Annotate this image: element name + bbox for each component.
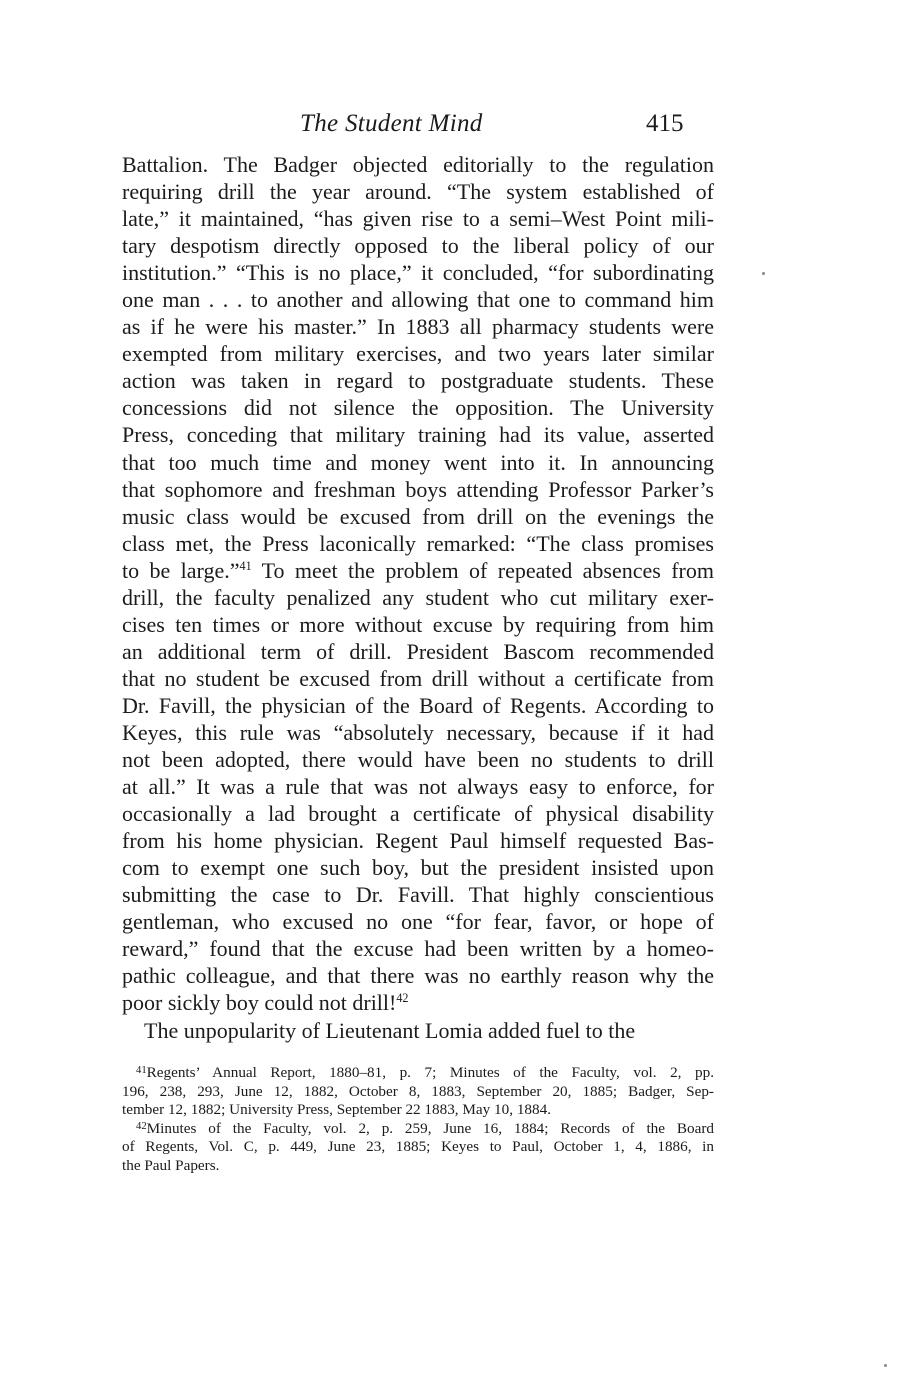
body-line-text: To meet the problem of repeated absences from bbox=[251, 557, 714, 583]
body-line: that too much time and money went into it. In announcing bbox=[122, 449, 714, 475]
body-line: that no student be excused from drill without a certificate from bbox=[122, 665, 714, 691]
margin-speck bbox=[884, 1364, 887, 1367]
body-line: at all.” It was a rule that was not always easy to enforce, for bbox=[122, 774, 714, 800]
body-line: action was taken in regard to postgraduate students. These bbox=[122, 368, 714, 394]
footnote-text: the Paul Papers. bbox=[122, 1156, 220, 1174]
body-line: drill, the faculty penalized any student who cut military exer- bbox=[122, 584, 714, 610]
body-line: tary despotism directly opposed to the liberal policy of our bbox=[122, 233, 714, 259]
footnote-number: 42 bbox=[136, 1120, 147, 1132]
footnote-number: 41 bbox=[136, 1064, 147, 1076]
footnote-line bbox=[122, 1120, 714, 1139]
margin-speck bbox=[762, 272, 765, 275]
body-line: late,” it maintained, “has given rise to a semi–West Point mili- bbox=[122, 206, 714, 232]
footnote-line bbox=[122, 1064, 714, 1083]
body-line: reward,” found that the excuse had been written by a homeo- bbox=[122, 936, 714, 962]
body-line: one man . . . to another and allowing that one to command him bbox=[122, 287, 714, 313]
body-line: from his home physician. Regent Paul himself requested Bas- bbox=[122, 828, 714, 854]
footnote-line bbox=[122, 1083, 714, 1102]
footnote-42 bbox=[122, 1120, 714, 1176]
footnote-line bbox=[122, 1101, 714, 1120]
body-line: as if he were his master.” In 1883 all pharmacy students were bbox=[122, 314, 714, 340]
body-line: institution.” “This is no place,” it concluded, “for subordinating bbox=[122, 260, 714, 286]
body-line: occasionally a lad brought a certificate of physical disability bbox=[122, 801, 714, 827]
footnotes bbox=[122, 1064, 714, 1176]
body-line: pathic colleague, and that there was no earthly reason why the bbox=[122, 963, 714, 989]
body-line: Battalion. The Badger objected editorially to the regulation bbox=[122, 152, 714, 177]
body-line: com to exempt one such boy, but the president insisted upon bbox=[122, 855, 714, 881]
footnote-text: 196, 238, 293, June 12, 1882, October 8, 1883, September 20, 1885; Badger, Sep- bbox=[122, 1082, 714, 1100]
body-line: submitting the case to Dr. Favill. That highly conscientious bbox=[122, 882, 714, 908]
body-line-with-note-ref bbox=[122, 989, 714, 1016]
footnote-text: Regents’ Annual Report, 1880–81, p. 7; Minutes of the Faculty, vol. 2, pp. bbox=[146, 1064, 714, 1081]
body-line-text: poor sickly boy could not drill! bbox=[122, 990, 397, 1016]
body-line: cises ten times or more without excuse by requiring from him bbox=[122, 611, 714, 637]
body-line-text: to be large.” bbox=[122, 557, 240, 583]
body-line: music class would be excused from drill on the evenings the bbox=[122, 503, 714, 529]
footnote-line bbox=[122, 1138, 714, 1157]
body-line: exempted from military exercises, and two years later similar bbox=[122, 341, 714, 367]
body-line: gentleman, who excused no one “for fear, favor, or hope of bbox=[122, 909, 714, 935]
body-line-with-note-ref bbox=[122, 557, 714, 584]
footnote-41 bbox=[122, 1064, 714, 1120]
body-line: The unpopularity of Lieutenant Lomia added fuel to the bbox=[144, 1017, 636, 1043]
body-text bbox=[122, 151, 714, 1044]
footnote-text: Minutes of the Faculty, vol. 2, p. 259, June 16, 1884; Records of the Board bbox=[146, 1119, 714, 1137]
footnote-text: of Regents, Vol. C, p. 449, June 23, 1885; Keyes to Paul, October 1, 4, 1886, in bbox=[122, 1138, 714, 1156]
body-line: concessions did not silence the opposition. The University bbox=[122, 395, 714, 421]
body-line: class met, the Press laconically remarked: “The class promises bbox=[122, 530, 714, 556]
page-number: 415 bbox=[646, 110, 684, 137]
body-line: Dr. Favill, the physician of the Board of Regents. According to bbox=[122, 692, 714, 718]
body-line: requiring drill the year around. “The system established of bbox=[122, 179, 714, 205]
note-reference: 41 bbox=[239, 558, 252, 573]
body-line: Press, conceding that military training had its value, asserted bbox=[122, 422, 714, 448]
body-line: that sophomore and freshman boys attending Professor Parker’s bbox=[122, 476, 714, 502]
body-line: not been adopted, there would have been no students to drill bbox=[122, 747, 714, 773]
running-head-title: The Student Mind bbox=[300, 110, 483, 137]
note-reference: 42 bbox=[396, 991, 409, 1006]
body-line: Keyes, this rule was “absolutely necessary, because if it had bbox=[122, 719, 714, 745]
footnote-text: tember 12, 1882; University Press, September 22 1883, May 10, 1884. bbox=[122, 1101, 551, 1119]
footnote-line bbox=[122, 1157, 714, 1176]
body-line: an additional term of drill. President Bascom recommended bbox=[122, 638, 714, 664]
